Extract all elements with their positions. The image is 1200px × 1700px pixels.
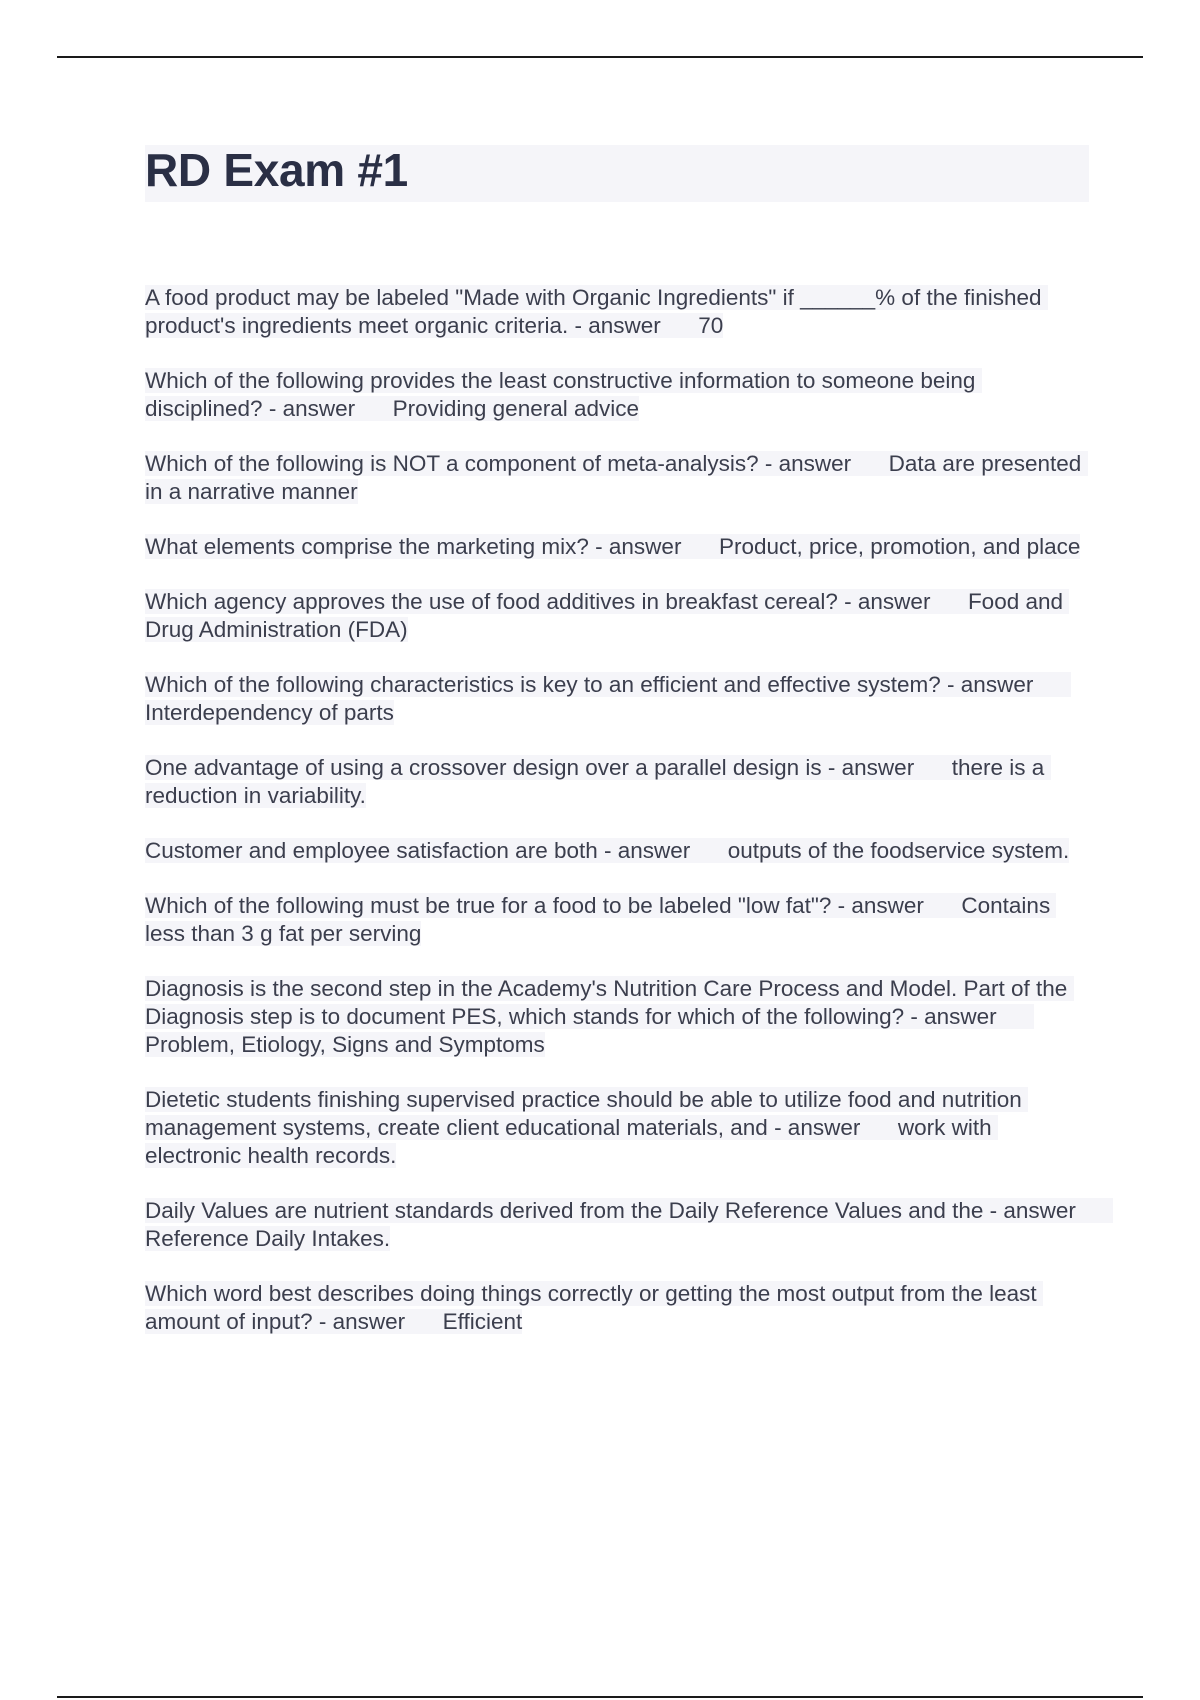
qa-item: Dietetic students finishing supervised practice should be able to utilize food and nutrition management systems, create client educational materials, and - answer work with electronic health records.: [145, 1087, 1029, 1168]
qa-item: A food product may be labeled "Made with Organic Ingredients" if ______% of the finished product's ingredients meet organic criteria. - answer 70: [145, 285, 1048, 338]
footer-divider: [57, 1696, 1143, 1698]
qa-item: Which of the following provides the least constructive information to someone being disciplined? - answer Providing general advice: [145, 368, 982, 421]
qa-item: One advantage of using a crossover design over a parallel design is - answer there is a reduction in variability.: [145, 755, 1051, 808]
page-title: RD Exam #1: [145, 144, 408, 196]
qa-item: Which of the following characteristics is key to an efficient and effective system? - answer Interdependency of parts: [145, 672, 1071, 725]
qa-item: Customer and employee satisfaction are both - answer outputs of the foodservice system.: [145, 838, 1070, 863]
qa-item: Which of the following must be true for a food to be labeled "low fat"? - answer Contains less than 3 g fat per serving: [145, 893, 1057, 946]
header-divider: [57, 56, 1143, 58]
qa-item: Daily Values are nutrient standards derived from the Daily Reference Values and the - answer Reference Daily Intakes.: [145, 1198, 1114, 1251]
question-list: [145, 284, 1114, 1363]
qa-item: Which word best describes doing things correctly or getting the most output from the least amount of input? - answer Efficient: [145, 1281, 1043, 1334]
qa-item: What elements comprise the marketing mix? - answer Product, price, promotion, and place: [145, 534, 1081, 559]
qa-item: Which agency approves the use of food additives in breakfast cereal? - answer Food and Drug Administration (FDA): [145, 589, 1070, 642]
qa-item: Which of the following is NOT a component of meta-analysis? - answer Data are presented in a narrative manner: [145, 451, 1088, 504]
qa-item: Diagnosis is the second step in the Academy's Nutrition Care Process and Model. Part of the Diagnosis step is to document PES, which stands for which of the following? - answer Problem, Etiology, Signs and Symptoms: [145, 976, 1074, 1057]
